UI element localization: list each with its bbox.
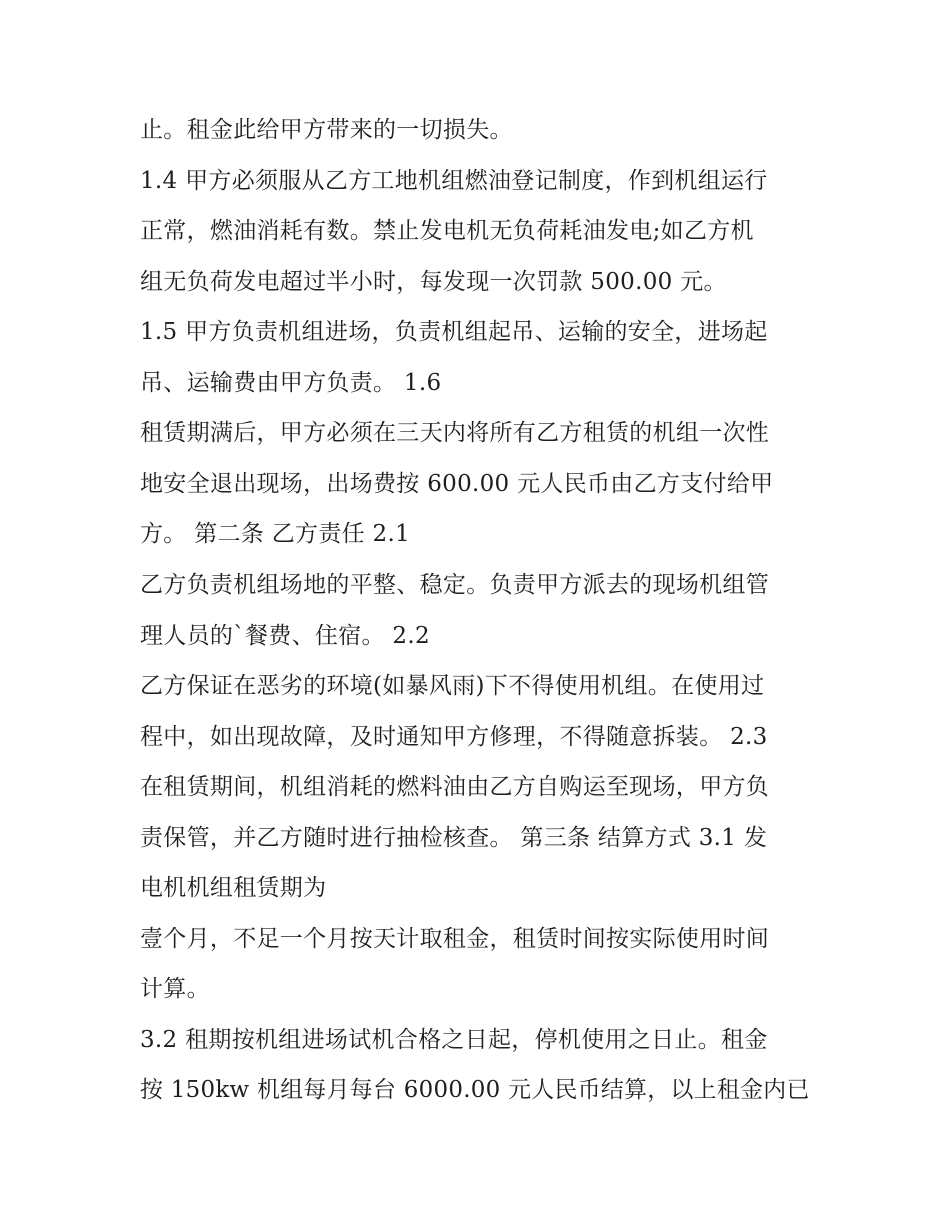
text-line: 3.2 租期按机组进场试机合格之日起，停机使用之日止。租金 [140,1027,768,1053]
text-line: 1.5 甲方负责机组进场，负责机组起吊、运输的安全，进场起 [140,319,768,345]
text-line: 方。 第二条 乙方责任 2.1 [140,521,411,547]
text-line: 理人员的`餐费、住宿。 2.2 [140,623,430,649]
text-line: 1.4 甲方必须服从乙方工地机组燃油登记制度，作到机组运行 [140,168,768,194]
text-line: 乙方负责机组场地的平整、稳定。负责甲方派去的现场机组管 [140,572,770,598]
text-line: 正常，燃油消耗有数。禁止发电机无负荷耗油发电;如乙方机 [140,218,754,244]
text-line: 乙方保证在恶劣的环境(如暴风雨)下不得使用机组。在使用过 [140,673,765,699]
text-line: 计算。 [140,976,210,1002]
text-line: 止。租金此给甲方带来的一切损失。 [140,117,513,143]
text-line: 按 150kw 机组每月每台 6000.00 元人民币结算，以上租金内已 [140,1077,810,1103]
text-line: 地安全退出现场，出场费按 600.00 元人民币由乙方支付给甲 [140,471,774,497]
text-line: 在租赁期间，机组消耗的燃料油由乙方自购运至现场，甲方负 [140,774,770,800]
text-line: 组无负荷发电超过半小时，每发现一次罚款 500.00 元。 [140,269,727,295]
text-line: 吊、运输费由甲方负责。 1.6 [140,370,442,396]
text-line: 责保管，并乙方随时进行抽检核查。 第三条 结算方式 3.1 发 [140,825,768,851]
text-line: 程中，如出现故障，及时通知甲方修理，不得随意拆装。 2.3 [140,724,768,750]
text-line: 租赁期满后，甲方必须在三天内将所有乙方租赁的机组一次性 [140,420,770,446]
text-line: 电机机组租赁期为 [140,875,327,901]
text-line: 壹个月，不足一个月按天计取租金，租赁时间按实际使用时间 [140,926,770,952]
